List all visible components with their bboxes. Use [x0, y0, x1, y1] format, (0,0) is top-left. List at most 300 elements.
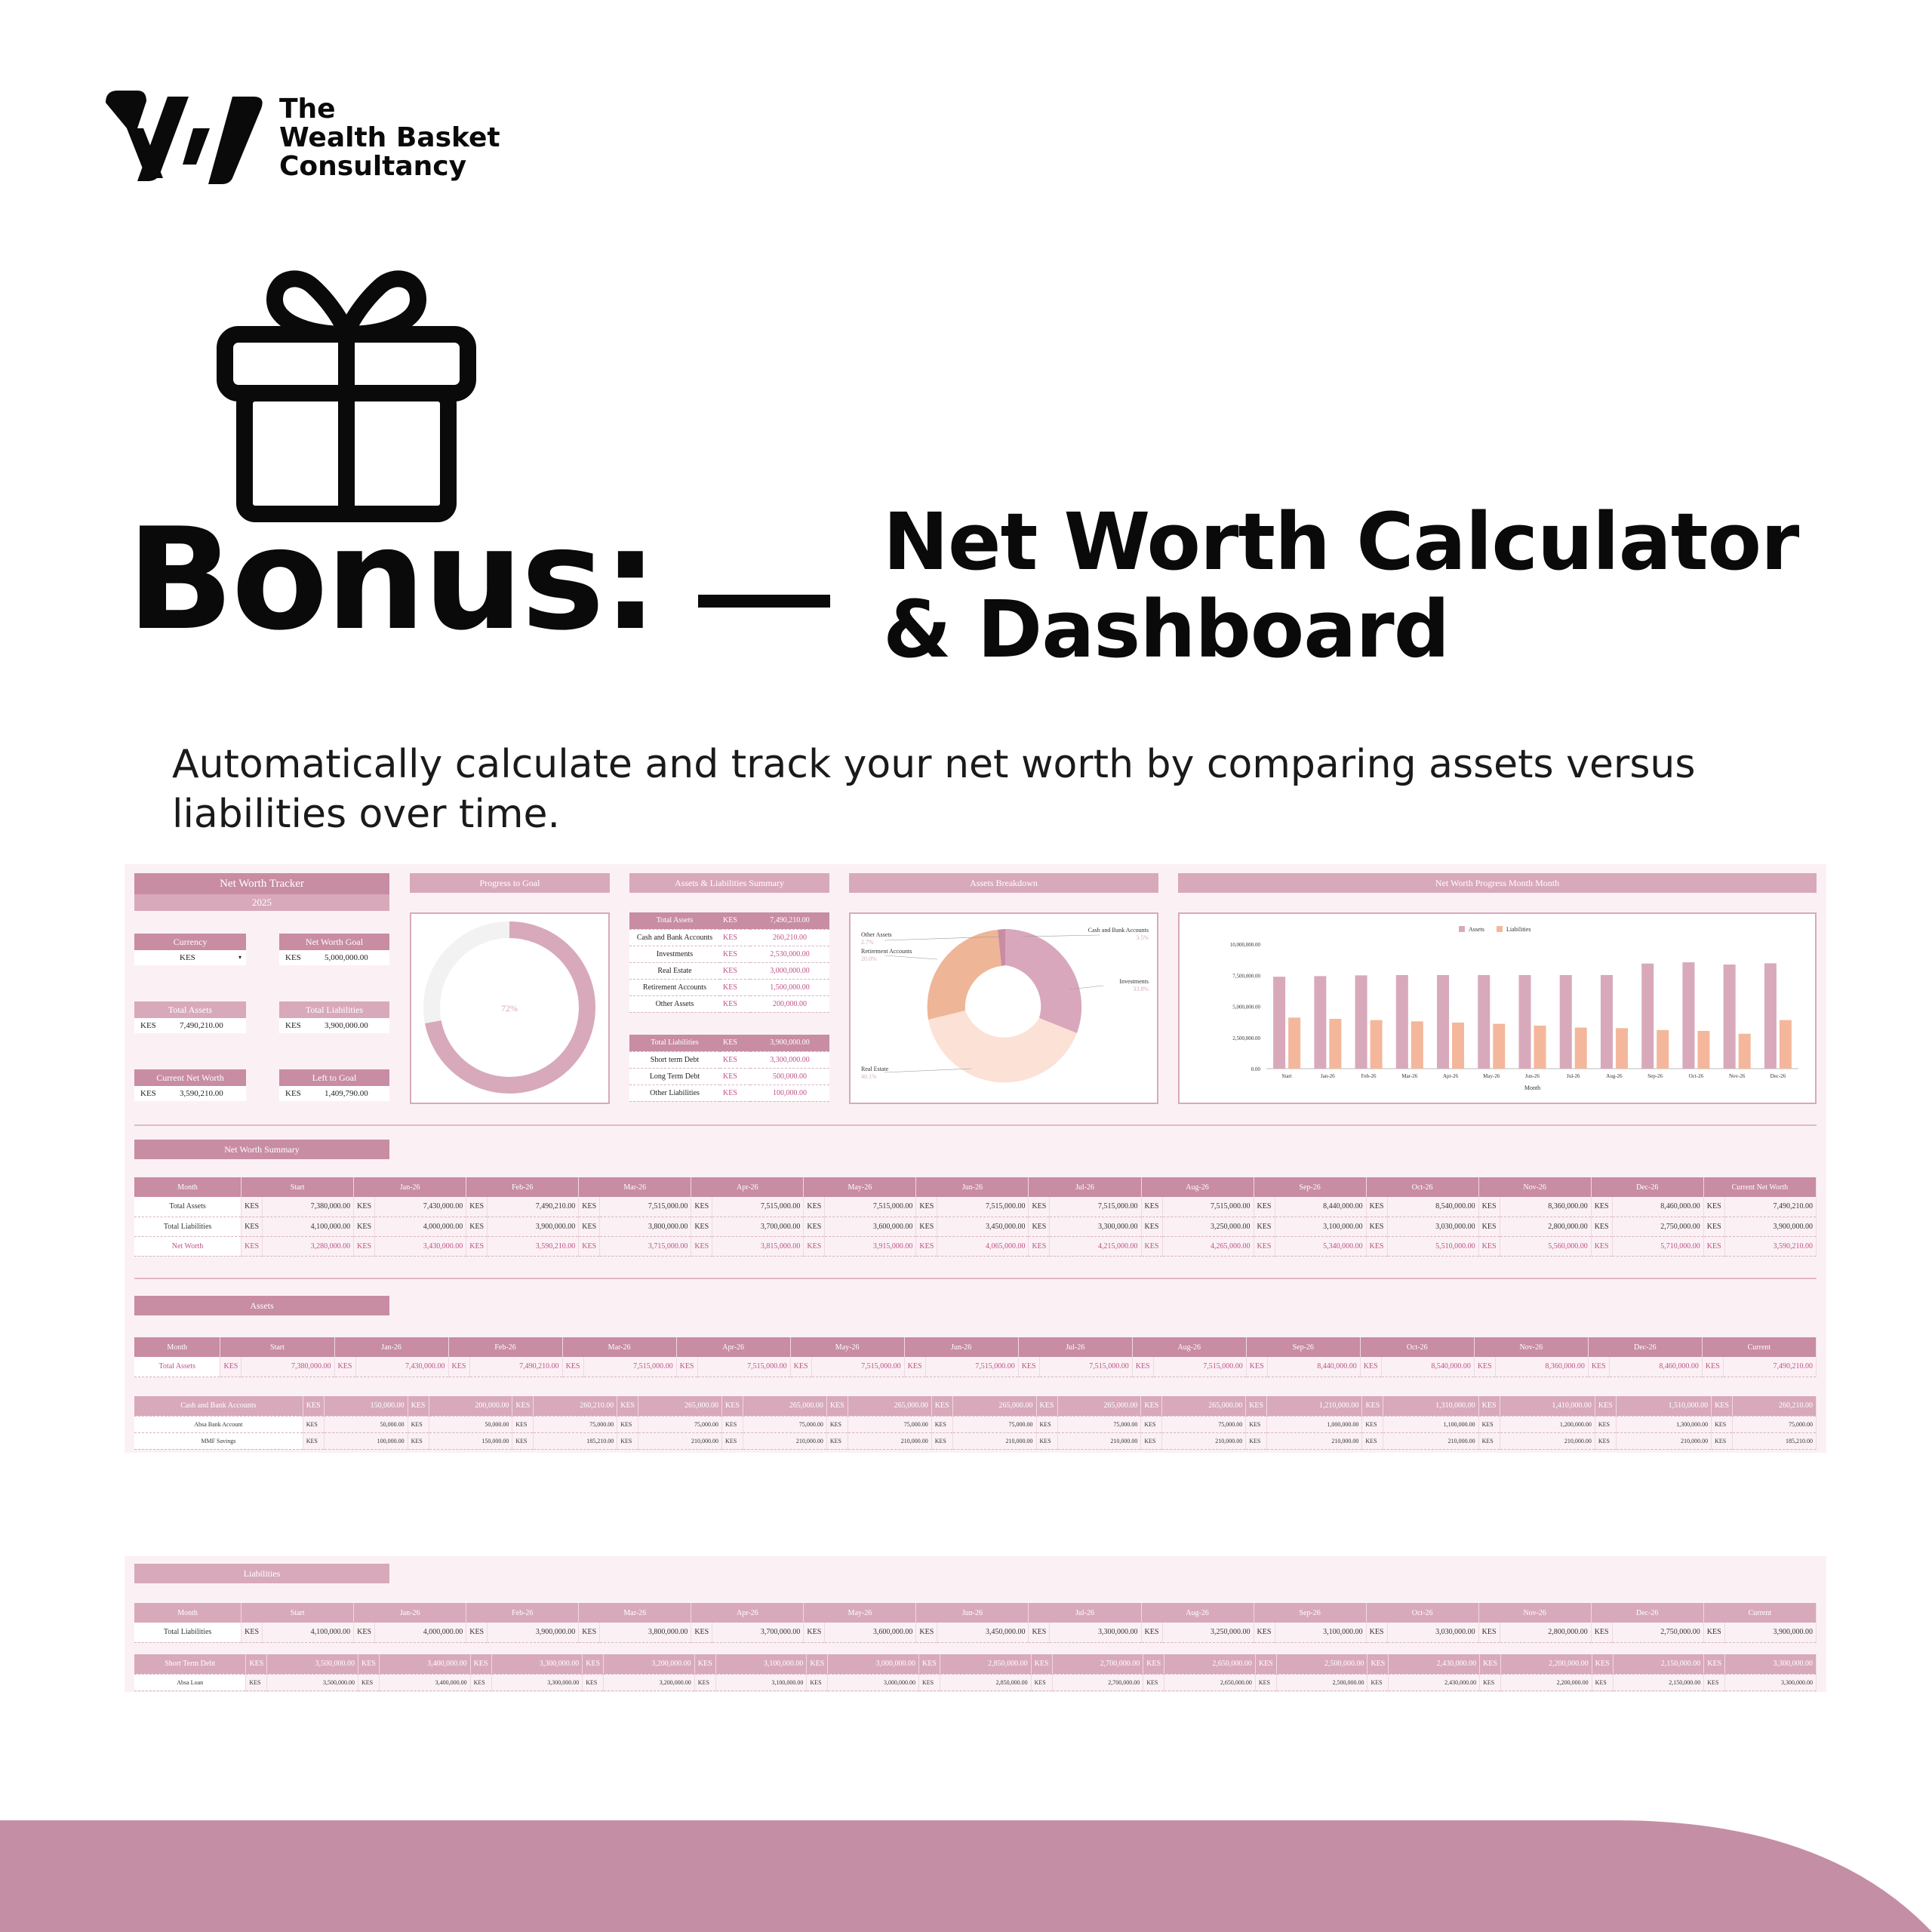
currency-cell: KES [583, 1654, 604, 1674]
bar-liabilities [1616, 1028, 1628, 1069]
value-cell: 75,000.00 [952, 1416, 1036, 1432]
breakdown-panel [849, 912, 1158, 1104]
breakdown-pct-cash: 3.5% [1136, 934, 1149, 941]
currency-cell: KES [358, 1674, 379, 1690]
value-cell: 2,650,000.00 [1164, 1654, 1256, 1674]
currency-cell: KES [676, 1357, 697, 1377]
currency-cell: KES [1712, 1416, 1733, 1432]
legend-swatch-liabilities [1497, 926, 1503, 932]
summary-currency: KES [720, 946, 750, 962]
total-liabilities-label: Total Liabilities [279, 1001, 389, 1018]
currency-cell: KES [1591, 1236, 1612, 1256]
currency-cell: KES [1029, 1236, 1050, 1256]
column-header: Jan-26 [354, 1177, 466, 1197]
y-tick-label: 5,000,000.00 [1232, 1004, 1260, 1011]
column-header: Dec-26 [1588, 1337, 1702, 1357]
value-cell: 4,100,000.00 [263, 1623, 354, 1642]
bar-liabilities [1575, 1028, 1587, 1069]
row-label: Total Assets [134, 1357, 220, 1377]
value-cell: 7,380,000.00 [242, 1357, 334, 1377]
column-header: Apr-26 [676, 1337, 790, 1357]
currency-cell: KES [1592, 1674, 1613, 1690]
breakdown-label-retirement: Retirement Accounts [861, 948, 912, 955]
value-cell: 4,065,000.00 [937, 1236, 1029, 1256]
currency-cell: KES [804, 1197, 825, 1217]
currency-cell: KES [242, 1623, 263, 1642]
value-cell: 8,440,000.00 [1275, 1197, 1366, 1217]
value-cell: 3,200,000.00 [604, 1674, 695, 1690]
value-cell: 265,000.00 [952, 1396, 1036, 1416]
y-tick-label: 2,500,000.00 [1232, 1035, 1260, 1041]
currency-cell: KES [617, 1416, 638, 1432]
assets-title: Assets [134, 1296, 389, 1315]
bar-liabilities [1493, 1024, 1505, 1069]
value-cell: 3,700,000.00 [712, 1623, 804, 1642]
currency-cell: KES [579, 1623, 600, 1642]
row-label: Absa Bank Account [134, 1416, 303, 1432]
summary-value: 260,210.00 [750, 929, 829, 946]
left-to-goal-label: Left to Goal [279, 1069, 389, 1086]
value-cell: 2,650,000.00 [1164, 1674, 1256, 1690]
currency-cell: KES [358, 1654, 379, 1674]
value-cell: 75,000.00 [848, 1416, 931, 1432]
net-worth-bar-chart [1180, 914, 1815, 1103]
currency-cell: KES [1036, 1396, 1057, 1416]
bar-assets [1764, 963, 1777, 1069]
bar-assets [1601, 975, 1613, 1069]
value-cell: 185,210.00 [534, 1432, 617, 1449]
currency-cell: KES [354, 1623, 375, 1642]
dashboard-sheet [125, 864, 1826, 1453]
value-cell: 3,915,000.00 [825, 1236, 916, 1256]
x-tick-label: Jul-26 [1566, 1073, 1580, 1079]
summary-title: Assets & Liabilities Summary [629, 873, 829, 893]
column-header: May-26 [804, 1177, 916, 1197]
value-cell: 3,900,000.00 [1724, 1623, 1816, 1642]
summary-label: Total Liabilities [629, 1035, 720, 1051]
currency-cell: KES [826, 1432, 848, 1449]
value-cell: 3,900,000.00 [488, 1623, 579, 1642]
column-header: Jul-26 [1018, 1337, 1132, 1357]
x-tick-label: Sep-26 [1647, 1073, 1663, 1079]
bar-liabilities [1411, 1021, 1423, 1069]
currency-cell: KES [617, 1396, 638, 1416]
currency-cell: KES [1367, 1674, 1389, 1690]
value-cell: 2,750,000.00 [1612, 1217, 1703, 1236]
wealth-basket-logo-icon [104, 89, 270, 187]
section-divider [134, 1124, 1817, 1126]
value-cell: 75,000.00 [638, 1416, 722, 1432]
table-row [134, 1357, 1817, 1377]
column-header: Start [220, 1337, 334, 1357]
value-cell: 2,150,000.00 [1613, 1654, 1704, 1674]
currency-cell: KES [466, 1197, 488, 1217]
value-cell: 3,590,210.00 [488, 1236, 579, 1256]
column-header: Jan-26 [354, 1603, 466, 1623]
currency-cell: KES [1712, 1396, 1733, 1416]
currency-cell: KES [220, 1357, 242, 1377]
bar-assets [1478, 975, 1490, 1069]
bar-assets [1724, 964, 1736, 1069]
currency-cell: KES [1029, 1197, 1050, 1217]
tracker-title: Net Worth Tracker [134, 873, 389, 894]
column-header: Mar-26 [579, 1603, 691, 1623]
column-header: Sep-26 [1254, 1177, 1366, 1197]
summary-currency: KES [720, 1084, 750, 1101]
value-cell: 3,600,000.00 [825, 1623, 916, 1642]
value-cell: 75,000.00 [1162, 1416, 1246, 1432]
currency-cell: KES [1595, 1432, 1616, 1449]
currency-cell: KES [1141, 1416, 1162, 1432]
value-cell: 3,600,000.00 [825, 1217, 916, 1236]
value-cell: 1,300,000.00 [1616, 1416, 1711, 1432]
x-tick-label: Jan-26 [1321, 1073, 1335, 1079]
brand-name: The Wealth Basket Consultancy [279, 94, 500, 182]
value-cell: 3,100,000.00 [715, 1674, 807, 1690]
value-cell: 75,000.00 [743, 1416, 827, 1432]
breakdown-title: Assets Breakdown [849, 873, 1158, 893]
summary-row [629, 995, 829, 1012]
currency-cell: KES [691, 1236, 712, 1256]
column-header: May-26 [804, 1603, 916, 1623]
column-header: Aug-26 [1141, 1603, 1254, 1623]
bonus-heading: Bonus: [127, 497, 657, 661]
total-assets-value: KES 7,490,210.00 [134, 1018, 246, 1033]
assets-table [134, 1337, 1817, 1377]
currency-cell: KES [1141, 1236, 1162, 1256]
currency-cell: KES [1036, 1416, 1057, 1432]
value-cell: 5,510,000.00 [1387, 1236, 1478, 1256]
x-tick-label: Feb-26 [1361, 1073, 1377, 1079]
value-cell: 1,000,000.00 [1267, 1416, 1362, 1432]
row-label: Cash and Bank Accounts [134, 1396, 303, 1416]
currency-cell: KES [1366, 1197, 1387, 1217]
currency-cell: KES [1031, 1674, 1052, 1690]
breakdown-donut [851, 914, 1157, 1103]
value-cell: 75,000.00 [1733, 1416, 1817, 1432]
currency-cell: KES [1141, 1197, 1162, 1217]
breakdown-label-investments: Investments [1119, 978, 1149, 985]
value-cell: 3,590,210.00 [1724, 1236, 1816, 1256]
summary-currency: KES [720, 1068, 750, 1084]
value-cell: 3,000,000.00 [828, 1674, 919, 1690]
currency-cell: KES [916, 1217, 937, 1236]
value-cell: 7,515,000.00 [600, 1197, 691, 1217]
value-cell: 2,750,000.00 [1612, 1623, 1703, 1642]
currency-cell: KES [1591, 1623, 1612, 1642]
x-axis-label: Month [1524, 1084, 1541, 1091]
bar-assets [1314, 976, 1326, 1069]
value-cell: 1,200,000.00 [1500, 1416, 1595, 1432]
currency-cell: KES [1362, 1416, 1383, 1432]
bar-assets [1560, 975, 1572, 1069]
value-cell: 4,000,000.00 [375, 1217, 466, 1236]
value-cell: 3,900,000.00 [488, 1217, 579, 1236]
table-header-row [134, 1177, 1817, 1197]
product-description: Automatically calculate and track your net worth by comparing assets versus liabilities over time. [172, 742, 1696, 837]
column-header: Oct-26 [1366, 1177, 1478, 1197]
column-header: Apr-26 [691, 1603, 804, 1623]
value-cell: 7,515,000.00 [583, 1357, 676, 1377]
value-cell: 150,000.00 [324, 1396, 408, 1416]
currency-cell: KES [303, 1416, 324, 1432]
value-cell: 210,000.00 [743, 1432, 827, 1449]
currency-cell: KES [1246, 1396, 1267, 1416]
value-cell: 7,515,000.00 [697, 1357, 790, 1377]
value-cell: 4,100,000.00 [263, 1217, 354, 1236]
column-header: Aug-26 [1141, 1177, 1254, 1197]
column-header: Start [242, 1177, 354, 1197]
value-cell: 7,515,000.00 [1039, 1357, 1132, 1377]
currency-cell: KES [1360, 1357, 1381, 1377]
dropdown-arrow-icon: ▾ [238, 954, 242, 961]
currency-cell: KES [1703, 1623, 1724, 1642]
summary-currency: KES [720, 1035, 750, 1051]
value-cell: 210,000.00 [1383, 1432, 1478, 1449]
currency-cell: KES [1704, 1674, 1725, 1690]
net-worth-summary-table [134, 1177, 1817, 1257]
currency-cell: KES [722, 1432, 743, 1449]
summary-value: 200,000.00 [750, 995, 829, 1012]
value-cell: 8,540,000.00 [1381, 1357, 1474, 1377]
value-cell: 3,100,000.00 [715, 1654, 807, 1674]
bar-assets [1437, 975, 1449, 1069]
summary-label: Other Assets [629, 995, 720, 1012]
currency-cell: KES [242, 1197, 263, 1217]
progress-title: Progress to Goal [410, 873, 610, 893]
value-cell: 3,715,000.00 [600, 1236, 691, 1256]
currency-cell: KES [408, 1416, 429, 1432]
column-header: Apr-26 [691, 1177, 804, 1197]
currency-cell: KES [722, 1416, 743, 1432]
bar-liabilities [1288, 1017, 1300, 1069]
summary-value: 3,300,000.00 [750, 1051, 829, 1068]
currency-cell: KES [408, 1396, 429, 1416]
currency-cell: KES [1478, 1236, 1500, 1256]
summary-row [629, 1035, 829, 1051]
currency-cell: KES [1474, 1357, 1495, 1377]
column-header: Oct-26 [1360, 1337, 1474, 1357]
bar-assets [1641, 964, 1654, 1069]
value-cell: 7,515,000.00 [925, 1357, 1018, 1377]
nw-summary-title: Net Worth Summary [134, 1140, 389, 1159]
summary-row [629, 1068, 829, 1084]
column-header: Mar-26 [579, 1177, 691, 1197]
value-cell: 50,000.00 [324, 1416, 408, 1432]
table-row [134, 1416, 1817, 1432]
currency-select[interactable]: KES ▾ [134, 950, 246, 965]
x-tick-label: Aug-26 [1606, 1073, 1623, 1079]
currency-cell: KES [303, 1432, 324, 1449]
column-header: Sep-26 [1246, 1337, 1360, 1357]
column-header: Month [134, 1603, 242, 1623]
summary-currency: KES [720, 1051, 750, 1068]
value-cell: 185,210.00 [1733, 1432, 1817, 1449]
value-cell: 1,510,000.00 [1616, 1396, 1711, 1416]
value-cell: 3,800,000.00 [600, 1623, 691, 1642]
currency-cell: KES [1703, 1236, 1724, 1256]
currency-cell: KES [1712, 1432, 1733, 1449]
x-tick-label: Apr-26 [1442, 1073, 1459, 1079]
column-header: Nov-26 [1474, 1337, 1588, 1357]
value-cell: 4,265,000.00 [1162, 1236, 1254, 1256]
value-cell: 3,815,000.00 [712, 1236, 804, 1256]
breakdown-label-cash: Cash and Bank Accounts [1088, 927, 1149, 934]
currency-cell: KES [1478, 1217, 1500, 1236]
summary-label: Retirement Accounts [629, 979, 720, 995]
value-cell: 3,030,000.00 [1387, 1623, 1478, 1642]
goal-value[interactable]: KES 5,000,000.00 [279, 950, 389, 965]
y-tick-label: 7,500,000.00 [1232, 973, 1260, 980]
currency-cell: KES [1480, 1674, 1501, 1690]
progress-percent: 72% [501, 1003, 518, 1014]
currency-cell: KES [1591, 1217, 1612, 1236]
breakdown-pct-realestate: 40.1% [861, 1073, 877, 1080]
currency-cell: KES [1141, 1396, 1162, 1416]
currency-cell: KES [919, 1674, 940, 1690]
table-row [134, 1197, 1817, 1217]
value-cell: 8,440,000.00 [1267, 1357, 1360, 1377]
column-header: Jan-26 [334, 1337, 448, 1357]
progress-donut [411, 914, 608, 1103]
currency-cell: KES [931, 1416, 952, 1432]
bar-liabilities [1657, 1030, 1669, 1069]
value-cell: 2,500,000.00 [1276, 1674, 1367, 1690]
summary-row [629, 962, 829, 979]
row-label: MMF Savings [134, 1432, 303, 1449]
summary-value: 7,490,210.00 [750, 912, 829, 929]
row-label: Total Liabilities [134, 1217, 242, 1236]
x-tick-label: Jun-26 [1524, 1073, 1540, 1079]
currency-cell: KES [1702, 1357, 1723, 1377]
x-tick-label: Oct-26 [1688, 1073, 1704, 1079]
currency-cell: KES [1592, 1654, 1613, 1674]
currency-cell: KES [1366, 1623, 1387, 1642]
currency-cell: KES [1141, 1432, 1162, 1449]
currency-cell: KES [512, 1432, 534, 1449]
currency-cell: KES [579, 1236, 600, 1256]
row-label: Absa Loan [134, 1674, 246, 1690]
column-header: Jun-26 [916, 1177, 1029, 1197]
value-cell: 3,450,000.00 [937, 1217, 1029, 1236]
value-cell: 3,300,000.00 [1050, 1217, 1141, 1236]
value-cell: 3,800,000.00 [600, 1217, 691, 1236]
value-cell: 210,000.00 [848, 1432, 931, 1449]
value-cell: 4,215,000.00 [1050, 1236, 1141, 1256]
current-net-worth-label: Current Net Worth [134, 1069, 246, 1086]
currency-cell: KES [1366, 1236, 1387, 1256]
value-cell: 5,340,000.00 [1275, 1236, 1366, 1256]
currency-cell: KES [804, 1623, 825, 1642]
currency-cell: KES [790, 1357, 811, 1377]
value-cell: 3,100,000.00 [1275, 1623, 1366, 1642]
value-cell: 7,515,000.00 [1153, 1357, 1246, 1377]
summary-row [629, 1084, 829, 1101]
value-cell: 8,460,000.00 [1612, 1197, 1703, 1217]
bar-liabilities [1534, 1026, 1546, 1069]
table-row [134, 1217, 1817, 1236]
currency-cell: KES [1141, 1217, 1162, 1236]
value-cell: 3,280,000.00 [263, 1236, 354, 1256]
currency-cell: KES [1029, 1623, 1050, 1642]
currency-cell: KES [1246, 1416, 1267, 1432]
currency-cell: KES [826, 1416, 848, 1432]
value-cell: 7,380,000.00 [263, 1197, 354, 1217]
section-divider [134, 1278, 1817, 1279]
value-cell: 265,000.00 [743, 1396, 827, 1416]
value-cell: 3,300,000.00 [1725, 1674, 1817, 1690]
summary-currency: KES [720, 995, 750, 1012]
currency-cell: KES [579, 1197, 600, 1217]
summary-currency: KES [720, 912, 750, 929]
value-cell: 3,300,000.00 [491, 1654, 583, 1674]
tracker-year: 2025 [134, 894, 389, 911]
currency-cell: KES [242, 1217, 263, 1236]
column-header: Current Net Worth [1703, 1177, 1816, 1197]
currency-cell: KES [826, 1396, 848, 1416]
value-cell: 8,540,000.00 [1387, 1197, 1478, 1217]
currency-cell: KES [242, 1236, 263, 1256]
value-cell: 3,430,000.00 [375, 1236, 466, 1256]
breakdown-label-other: Other Assets [861, 931, 892, 938]
left-to-goal-value: KES 1,409,790.00 [279, 1086, 389, 1101]
value-cell: 260,210.00 [534, 1396, 617, 1416]
value-cell: 7,430,000.00 [375, 1197, 466, 1217]
value-cell: 265,000.00 [1057, 1396, 1141, 1416]
column-header: Mar-26 [562, 1337, 676, 1357]
currency-cell: KES [807, 1674, 828, 1690]
value-cell: 5,710,000.00 [1612, 1236, 1703, 1256]
gift-icon [214, 268, 478, 525]
column-header: May-26 [790, 1337, 904, 1357]
summary-label: Total Assets [629, 912, 720, 929]
value-cell: 75,000.00 [1057, 1416, 1141, 1432]
value-cell: 7,515,000.00 [825, 1197, 916, 1217]
column-header: Start [242, 1603, 354, 1623]
column-header: Jul-26 [1029, 1603, 1141, 1623]
currency-cell: KES [1143, 1654, 1164, 1674]
currency-cell: KES [579, 1217, 600, 1236]
currency-cell: KES [1595, 1396, 1616, 1416]
y-tick-label: 10,000,000.00 [1229, 942, 1260, 948]
column-header: Jun-26 [916, 1603, 1029, 1623]
currency-cell: KES [691, 1623, 712, 1642]
x-tick-label: Mar-26 [1401, 1073, 1418, 1079]
table-row [134, 1432, 1817, 1449]
value-cell: 2,700,000.00 [1052, 1654, 1143, 1674]
summary-label: Investments [629, 946, 720, 962]
column-header: Sep-26 [1254, 1603, 1366, 1623]
currency-cell: KES [904, 1357, 925, 1377]
value-cell: 7,490,210.00 [488, 1197, 579, 1217]
bar-liabilities [1452, 1023, 1464, 1069]
value-cell: 3,100,000.00 [1275, 1217, 1366, 1236]
value-cell: 7,490,210.00 [469, 1357, 562, 1377]
currency-cell: KES [466, 1236, 488, 1256]
legend-label-liabilities: Liabilities [1506, 926, 1531, 933]
currency-cell: KES [562, 1357, 583, 1377]
currency-cell: KES [807, 1654, 828, 1674]
bar-assets [1396, 975, 1408, 1069]
currency-cell: KES [1018, 1357, 1039, 1377]
value-cell: 5,560,000.00 [1500, 1236, 1591, 1256]
column-header: Oct-26 [1366, 1603, 1478, 1623]
summary-label: Real Estate [629, 962, 720, 979]
currency-cell: KES [931, 1396, 952, 1416]
y-tick-label: 0.00 [1251, 1066, 1260, 1072]
value-cell: 210,000.00 [1616, 1432, 1711, 1449]
currency-cell: KES [1703, 1197, 1724, 1217]
